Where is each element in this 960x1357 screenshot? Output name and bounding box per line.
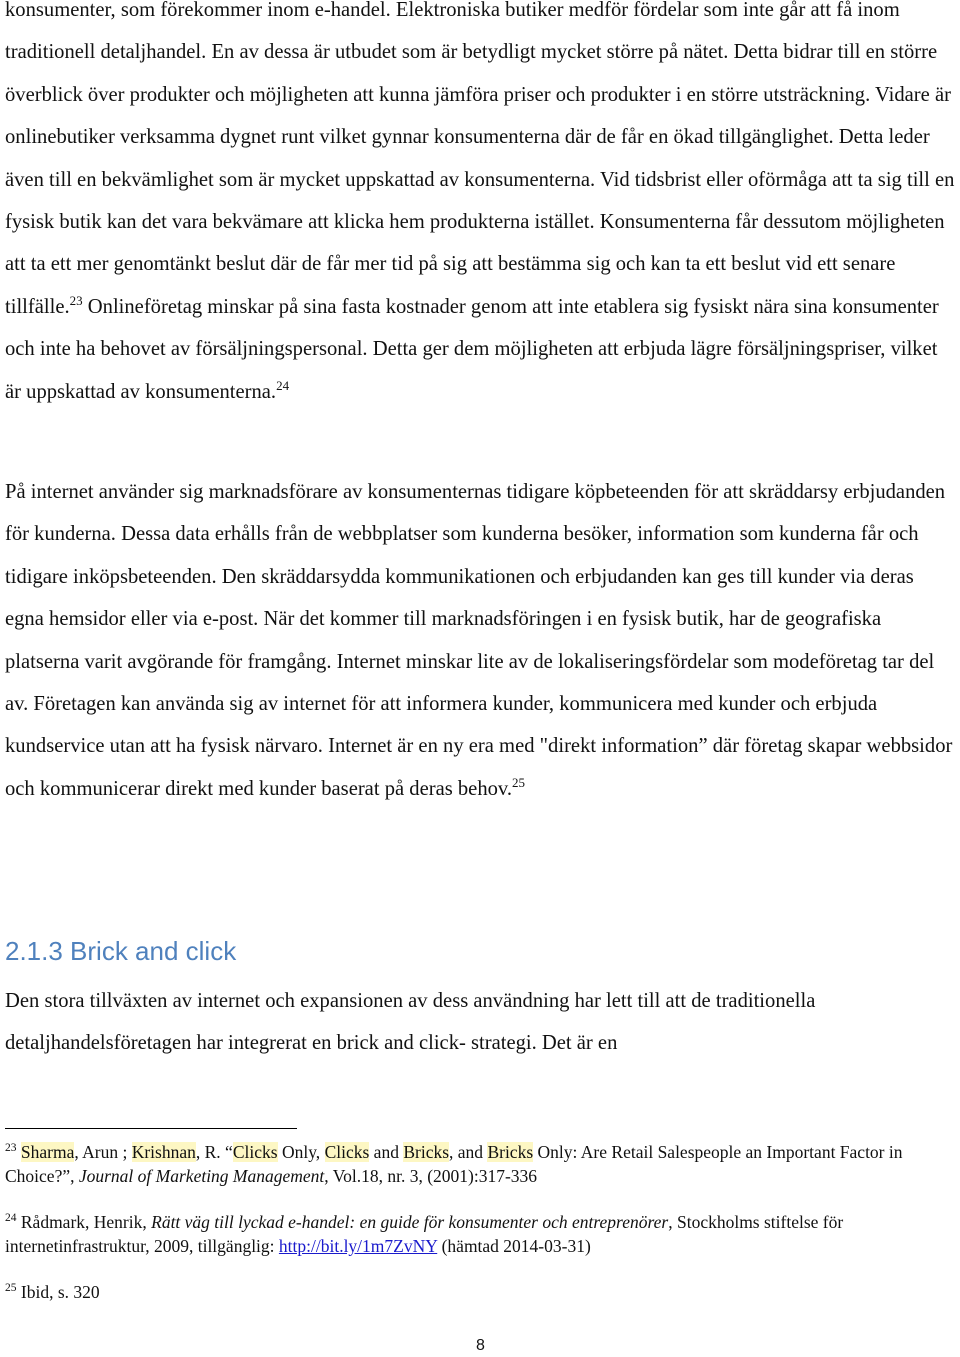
- book-title: Rätt väg till lyckad e-handel: en guide för konsumenter och entreprenörer: [151, 1212, 669, 1232]
- footnote-text: , and: [449, 1142, 488, 1162]
- journal-title: Journal of Marketing Management: [78, 1166, 325, 1186]
- footnote-number: 25: [5, 1282, 17, 1295]
- footnote-text: and: [369, 1142, 404, 1162]
- paragraph-text: På internet använder sig marknadsförare av konsumenternas tidigare köpbeteenden för att skräddarsy erbjudanden för kunderna. Dessa data erhålls från de webbplatser som kunderna besöker, information som kunderna får och tidigare inköpsbeteenden. Den skräddarsydda kommunikationen och erbjudanden kan ges till kunder via deras egna hemsidor eller via e-post. När det kommer till marknadsföringen i en fysisk butik, har de geografiska platserna varit avgörande för framgång. Internet minskar lite av de lokaliseringsfördelar som modeföretag tar del av. Företagen kan använda sig av internet för att informera kunder, kommunicera med kunder och erbjuda kundservice utan att ha fysisk närvaro. Internet är en ny era med "direkt information” där företag skapar webbsidor och kommunicerar direkt med kunder baserat på deras behov.: [5, 481, 953, 800]
- highlight-word: Bricks: [487, 1142, 534, 1162]
- footnote-25: [5, 1280, 957, 1304]
- highlight-word: Bricks: [403, 1142, 450, 1162]
- footnote-separator: [5, 1128, 297, 1129]
- highlight-word: Clicks: [324, 1142, 370, 1162]
- highlight-word: Clicks: [232, 1142, 278, 1162]
- highlight-word: Krishnan: [131, 1142, 196, 1162]
- footnote-text: Only,: [277, 1142, 325, 1162]
- footnote-text: (hämtad 2014-03-31): [437, 1236, 591, 1256]
- footnote-text: Only: Are Retail Salespeople an Important Factor in Choice?”,: [5, 1142, 903, 1186]
- body-paragraph-brick-and-click: Den stora tillväxten av internet och expansionen av dess användning har lett till att de traditionella detaljhandelsföretagen har integrerat en brick and click- strategi. Det är en: [5, 990, 816, 1055]
- body-paragraph-ecommerce-advantages: [5, 0, 957, 413]
- source-link[interactable]: http://bit.ly/1m7ZvNY: [278, 1236, 438, 1256]
- footnote-text: , R. “: [195, 1142, 233, 1162]
- footnote-24: [5, 1210, 957, 1258]
- section-heading: 2.1.3 Brick and click: [5, 936, 237, 966]
- footnote-text: Rådmark, Henrik,: [16, 1212, 152, 1232]
- paragraph-text: Onlineföretag minskar på sina fasta kostnader genom att inte etablera sig fysiskt nära sina konsumenter och inte ha behovet av försäljningspersonal. Detta ger dem möjligheten att erbjuda lägre försäljningspriser, vilket är uppskattad av konsumenterna.: [5, 295, 939, 403]
- footnote-ref-24[interactable]: 24: [276, 377, 290, 393]
- footnote-text: , Stockholms stiftelse för internetinfrastruktur, 2009, tillgänglig:: [5, 1212, 844, 1256]
- highlight-word: Sharma: [20, 1142, 75, 1162]
- paragraph-text: konsumenter, som förekommer inom e-handel. Elektroniska butiker medför fördelar som inte går att få inom traditionell detaljhandel. En av dessa är utbudet som är betydligt mycket större på nätet. Detta bidrar till en större överblick över produkter och möjligheten att kunna jämföra priser och produkter i en större utsträckning. Vidare är onlinebutiker verksamma dygnet runt vilket gynnar konsumenterna där de får en ökad tillgänglighet. Detta leder även till en bekvämlighet som är mycket uppskattad av konsumenterna. Vid tidsbrist eller oförmåga att ta sig till en fysisk butik kan det vara bekvämare att klicka hem produkterna istället. Konsumenterna får dessutom möjligheten att ta ett mer genomtänkt beslut där de får mer tid på sig att bestämma sig och kan ta ett beslut vid ett senare tillfälle.: [5, 0, 955, 318]
- footnote-number: 24: [5, 1212, 17, 1225]
- footnote-text: , Vol.18, nr. 3, (2001):317-336: [324, 1166, 538, 1186]
- footnote-text: Ibid, s. 320: [16, 1282, 100, 1302]
- footnote-text: , Arun ;: [74, 1142, 132, 1162]
- footnote-23: [5, 1140, 957, 1188]
- footnote-ref-25[interactable]: 25: [512, 774, 526, 790]
- footnote-number: 23: [5, 1142, 17, 1155]
- footnote-ref-23[interactable]: 23: [69, 292, 83, 308]
- body-paragraph-internet-marketing: [5, 471, 957, 810]
- page-number: 8: [476, 1337, 485, 1354]
